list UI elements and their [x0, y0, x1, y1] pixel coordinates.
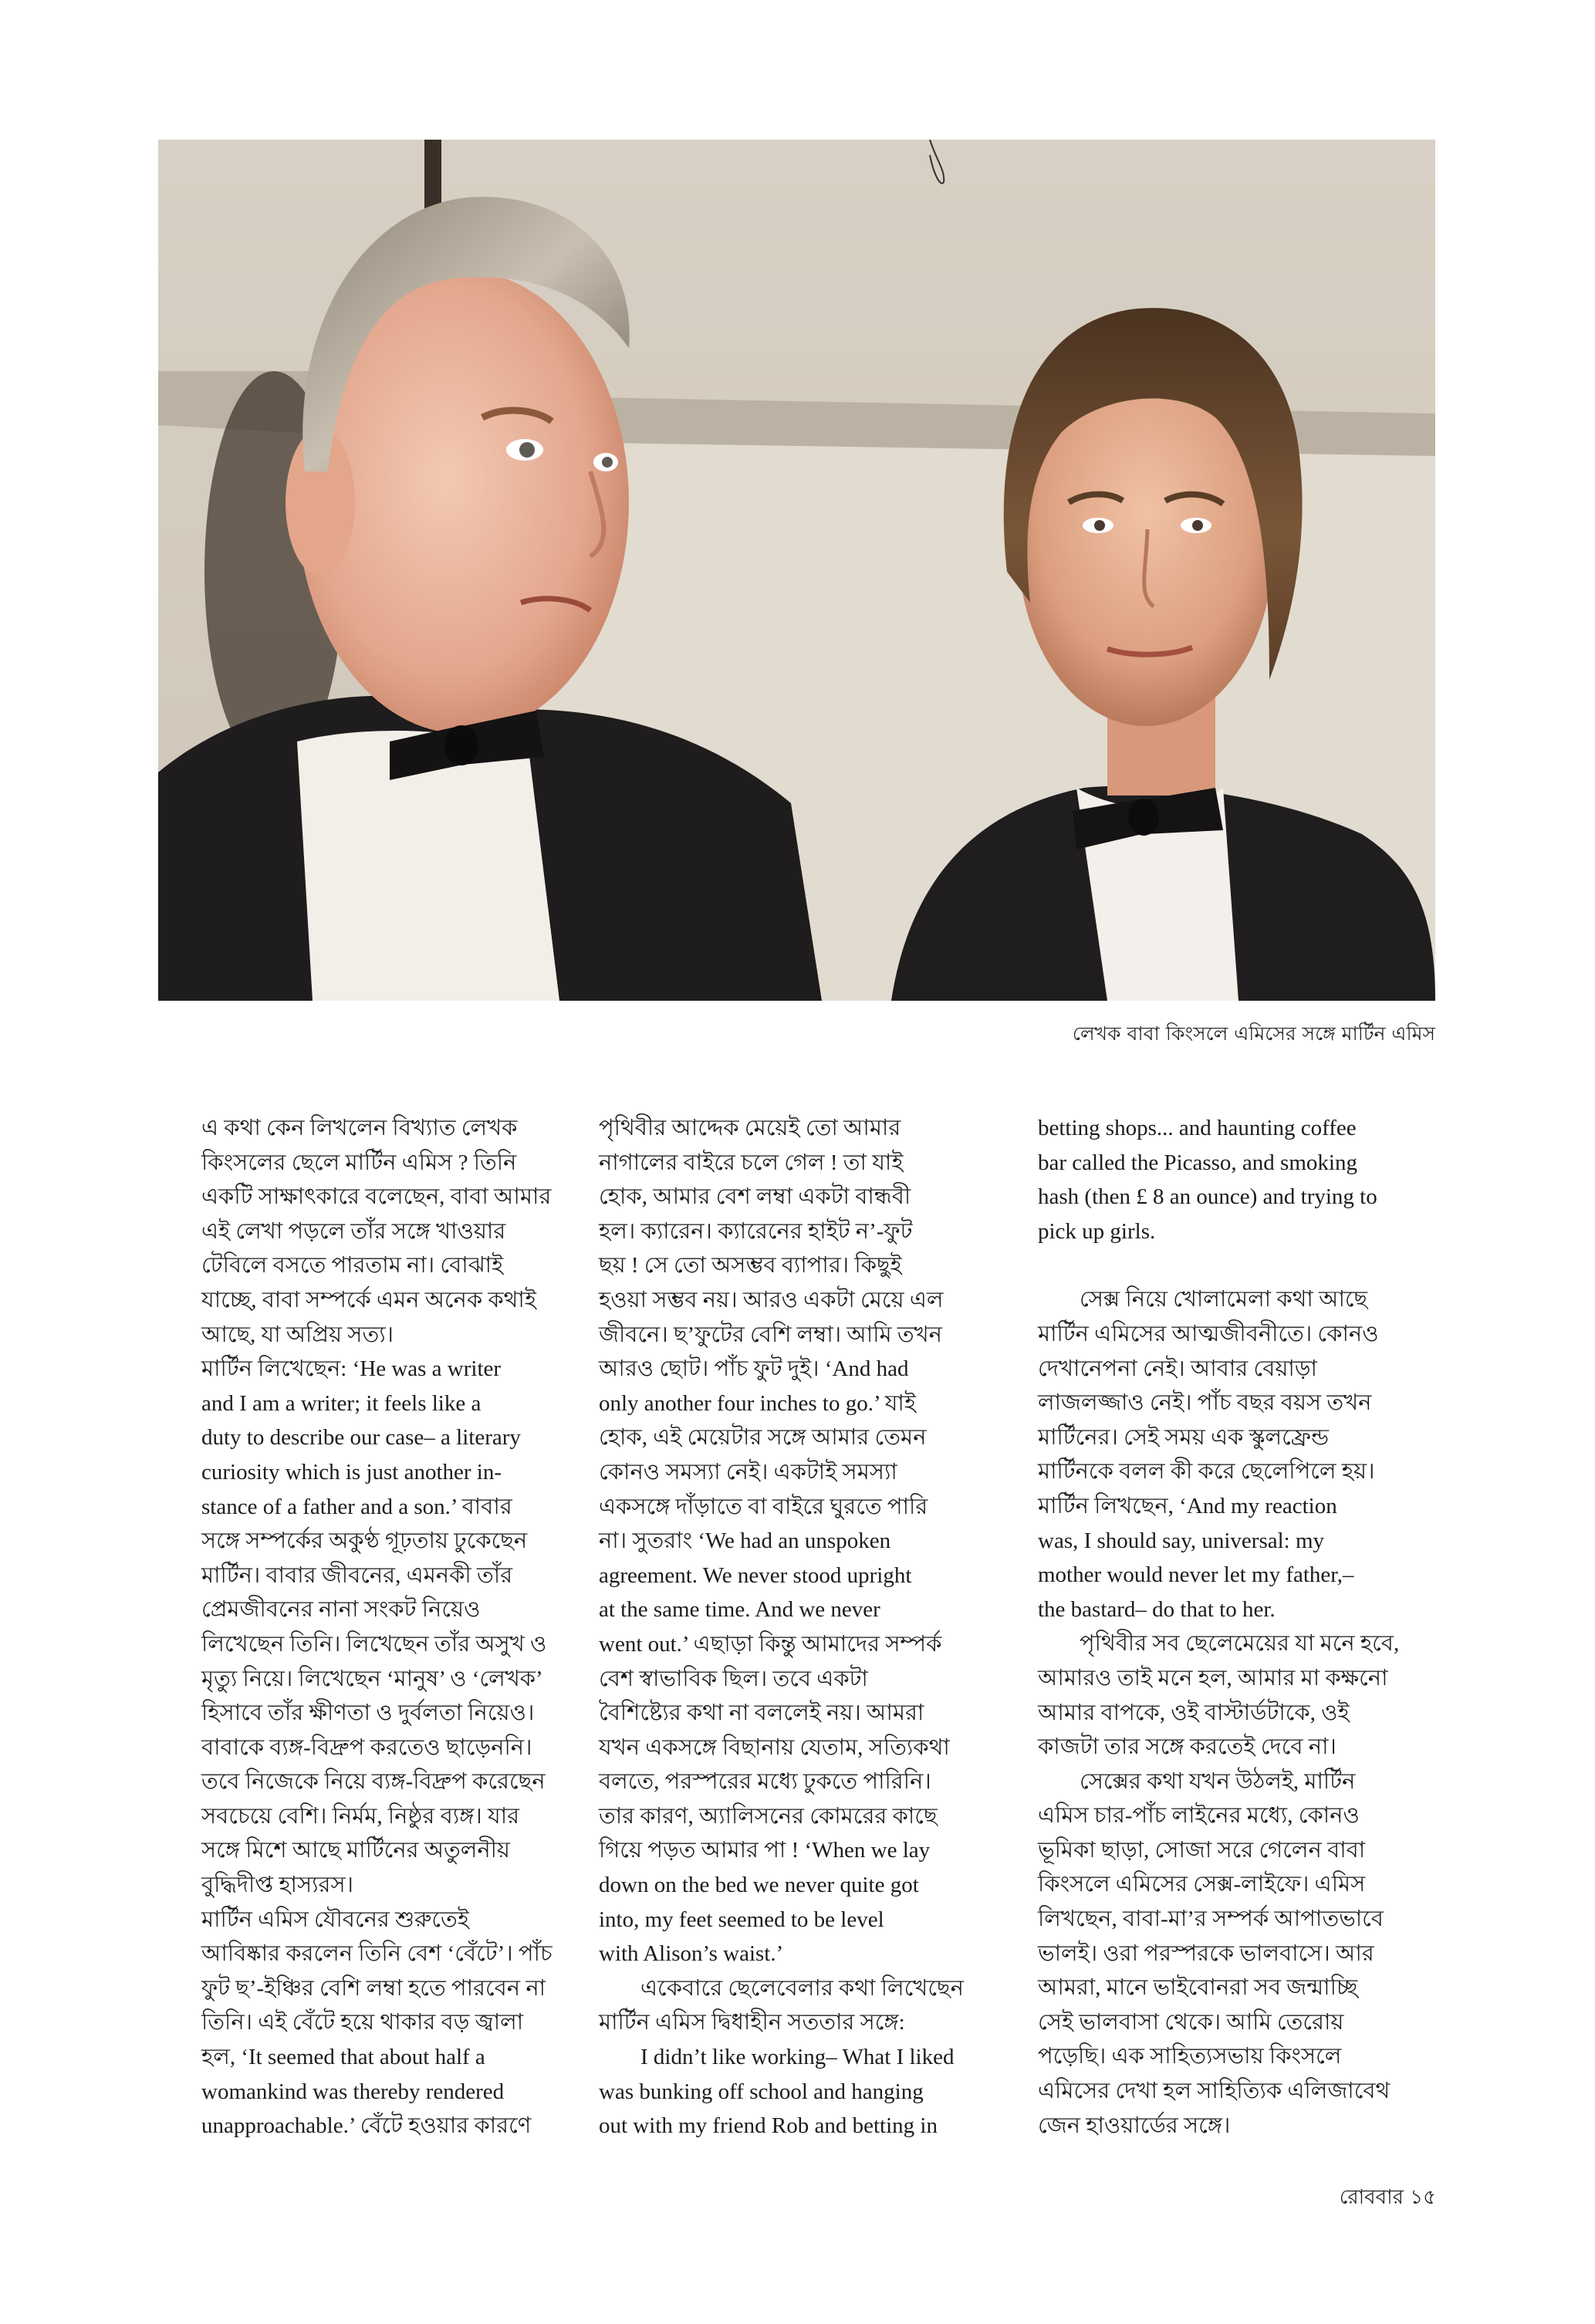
- paragraph: [1038, 1765, 1439, 2143]
- text-line: এমিস চার-পাঁচ লাইনের মধ্যে, কোনও: [1038, 1803, 1360, 1829]
- text-line: দেখানেপনা নেই। আবার বেয়াড়া: [1038, 1356, 1317, 1381]
- page-number: ১৫: [1410, 2186, 1436, 2209]
- text-line: only another four inches to go.’ যাই: [599, 1390, 916, 1416]
- text-line: একসঙ্গে দাঁড়াতে বা বাইরে ঘুরতে পারি: [599, 1494, 928, 1519]
- paragraph: [1038, 1282, 1439, 1626]
- text-line: লিখছেন, বাবা-মা’র সম্পর্ক আপাতভাবে: [1038, 1907, 1384, 1932]
- article-column-3: [1038, 1111, 1439, 2143]
- text-line: আমার বাপকে, ওই বাস্টার্ডটাকে, ওই: [1038, 1700, 1350, 1725]
- text-line: হওয়া সম্ভব নয়। আরও একটা মেয়ে এল: [599, 1287, 944, 1312]
- text-line: আরও ছোট। পাঁচ ফুট দুই। ‘And had: [599, 1356, 909, 1382]
- text-line: আমরা, মানে ভাইবোনরা সব জন্মাচ্ছি: [1038, 1975, 1358, 2001]
- text-line: নাগালের বাইরে চলে গেল ! তা যাই: [599, 1150, 904, 1175]
- text-line: down on the bed we never quite got: [599, 1873, 919, 1898]
- paragraph: [160, 1352, 561, 1903]
- text-line: তার কারণ, অ্যালিসনের কোমরের কাছে: [599, 1803, 938, 1829]
- text-line: pick up girls.: [1038, 1218, 1156, 1244]
- text-line: into, my feet seemed to be level: [599, 1907, 884, 1932]
- text-line: একটি সাক্ষাৎকারে বলেছেন, বাবা আমার: [201, 1184, 552, 1210]
- text-line: লিখেছেন তিনি। লিখেছেন তাঁর অসুখ ও: [201, 1631, 547, 1657]
- page-folio: [1340, 2181, 1436, 2215]
- text-line: কাজটা তার সঙ্গে করতেই দেবে না।: [1038, 1735, 1336, 1760]
- text-line: unapproachable.’ বেঁটে হওয়ার কারণে: [201, 2113, 532, 2139]
- quote-paragraph: [599, 2040, 1000, 2143]
- text-line: at the same time. And we never: [599, 1597, 880, 1623]
- paragraph: [599, 1971, 1000, 2040]
- text-line: ভূমিকা ছাড়া, সোজা সরে গেলেন বাবা: [1038, 1837, 1366, 1863]
- text-line: হোক, আমার বেশ লম্বা একটা বান্ধবী: [599, 1184, 911, 1210]
- text-line: মার্টিন এমিস দ্বিধাহীন সততার সঙ্গে:: [599, 2010, 905, 2035]
- text-line: জীবনে। ছ’ফুটের বেশি লম্বা। আমি তখন: [599, 1322, 942, 1347]
- section-name: রোববার: [1339, 2186, 1404, 2209]
- paragraph: [160, 1903, 561, 2143]
- text-line: I didn’t like working– What I liked: [640, 2045, 955, 2070]
- text-line: পৃথিবীর সব ছেলেমেয়ের যা মনে হবে,: [1080, 1631, 1400, 1657]
- text-line: লাজলজ্জাও নেই। পাঁচ বছর বয়স তখন: [1038, 1390, 1372, 1416]
- text-line: hash (then £ 8 an ounce) and trying to: [1038, 1184, 1377, 1210]
- text-line: ভালই। ওরা পরস্পরকে ভালবাসে। আর: [1038, 1941, 1374, 1966]
- text-line: আমারও তাই মনে হল, আমার মা কক্ষনো: [1038, 1665, 1388, 1691]
- paragraph: [160, 1111, 561, 1352]
- text-line: হিসাবে তাঁর ক্ষীণতা ও দুর্বলতা নিয়েও।: [201, 1701, 535, 1726]
- text-line: out with my friend Rob and betting in: [599, 2113, 938, 2139]
- text-line: mother would never let my father,–: [1038, 1562, 1354, 1588]
- article-column-1: [160, 1111, 561, 2143]
- text-line: যাচ্ছে, বাবা সম্পর্কে এমন অনেক কথাই: [201, 1287, 536, 1312]
- text-line: সঙ্গে মিশে আছে মার্টিনের অতুলনীয়: [201, 1838, 511, 1863]
- text-line: duty to describe our case– a literary: [201, 1425, 521, 1451]
- text-line: সঙ্গে সম্পর্কের অকুণ্ঠ গূঢ়তায় ঢুকেছেন: [201, 1529, 528, 1554]
- text-line: with Alison’s waist.’: [599, 1941, 784, 1967]
- article-column-2: [599, 1111, 1000, 2143]
- text-line: সেই ভালবাসা থেকে। আমি তেরোয়: [1038, 2009, 1344, 2035]
- text-line: হল, ‘It seemed that about half a: [201, 2045, 485, 2070]
- text-line: বলতে, পরস্পরের মধ্যে ঢুকতে পারিনি।: [599, 1769, 931, 1795]
- text-line: তবে নিজেকে নিয়ে ব্যঙ্গ-বিদ্রুপ করেছেন: [201, 1769, 546, 1795]
- text-line: একেবারে ছেলেবেলার কথা লিখেছেন: [640, 1975, 964, 2001]
- text-line: বৈশিষ্ট্যের কথা না বললেই নয়। আমরা: [599, 1701, 924, 1726]
- text-line: ছয় ! সে তো অসম্ভব ব্যাপার। কিছুই: [599, 1253, 902, 1279]
- text-line: went out.’ এছাড়া কিন্তু আমাদের সম্পর্ক: [599, 1631, 942, 1657]
- text-line: agreement. We never stood upright: [599, 1562, 912, 1588]
- text-line: যখন একসঙ্গে বিছানায় যেতাম, সত্যিকথা: [599, 1735, 950, 1760]
- text-line: মার্টিন লিখেছেন: ‘He was a writer: [201, 1356, 502, 1382]
- text-line: হল। ক্যারেন। ক্যারেনের হাইট ন’-ফুট: [599, 1218, 913, 1244]
- text-line: বেশ স্বাভাবিক ছিল। তবে একটা: [599, 1666, 868, 1691]
- text-line: সেক্স নিয়ে খোলামেলা কথা আছে: [1080, 1287, 1368, 1312]
- text-line: হোক, এই মেয়েটার সঙ্গে আমার তেমন: [599, 1425, 927, 1451]
- text-line: কিংসলের ছেলে মার্টিন এমিস ? তিনি: [201, 1150, 517, 1175]
- text-line: and I am a writer; it feels like a: [201, 1390, 482, 1416]
- text-line: কিংসলে এমিসের সেক্স-লাইফে। এমিস: [1038, 1872, 1366, 1897]
- text-line: না। সুতরাং ‘We had an unspoken: [599, 1529, 891, 1554]
- text-line: সেক্সের কথা যখন উঠলই, মার্টিন: [1080, 1768, 1356, 1794]
- text-line: মার্টিনের। সেই সময় এক স্কুলফ্রেন্ড: [1038, 1424, 1330, 1450]
- text-line: এ কথা কেন লিখলেন বিখ্যাত লেখক: [201, 1116, 518, 1140]
- text-line: জেন হাওয়ার্ডের সঙ্গে।: [1038, 2113, 1231, 2138]
- text-line: বাবাকে ব্যঙ্গ-বিদ্রুপ করতেও ছাড়েননি।: [201, 1735, 532, 1760]
- text-line: was bunking off school and hanging: [599, 2079, 924, 2104]
- text-line: এমিসের দেখা হল সাহিত্যিক এলিজাবেথ: [1038, 2079, 1391, 2104]
- text-line: মার্টিন লিখছেন, ‘And my reaction: [1038, 1493, 1337, 1518]
- text-line: পৃথিবীর আদ্দেক মেয়েই তো আমার: [599, 1116, 901, 1140]
- text-line: curiosity which is just another in-: [201, 1459, 502, 1485]
- text-line: ফুট ছ’-ইঞ্চির বেশি লম্বা হতে পারবেন না: [201, 1975, 546, 2001]
- article-photo: [158, 140, 1435, 1001]
- text-line: womankind was thereby rendered: [201, 2079, 505, 2104]
- text-line: আছে, যা অপ্রিয় সত্য।: [201, 1322, 394, 1347]
- text-line: সবচেয়ে বেশি। নির্মম, নিষ্ঠুর ব্যঙ্গ। যার: [201, 1803, 520, 1829]
- photo-illustration: [158, 140, 1435, 1001]
- text-line: পড়েছি। এক সাহিত্যসভায় কিংসলে: [1038, 2044, 1342, 2069]
- quote-paragraph: [1038, 1111, 1439, 1248]
- text-line: বুদ্ধিদীপ্ত হাস্যরস।: [201, 1873, 354, 1898]
- text-line: was, I should say, universal: my: [1038, 1528, 1325, 1553]
- text-line: গিয়ে পড়ত আমার পা ! ‘When we lay: [599, 1838, 931, 1863]
- text-line: টেবিলে বসতে পারতাম না। বোঝাই: [201, 1253, 504, 1279]
- text-line: মার্টিন। বাবার জীবনের, এমনকী তাঁর: [201, 1562, 513, 1588]
- text-line: betting shops... and haunting coffee: [1038, 1116, 1357, 1140]
- text-line: the bastard– do that to her.: [1038, 1596, 1276, 1622]
- text-line: bar called the Picasso, and smoking: [1038, 1150, 1357, 1175]
- text-line: প্রেমজীবনের নানা সংকট নিয়েও: [201, 1597, 481, 1623]
- text-line: এই লেখা পড়লে তাঁর সঙ্গে খাওয়ার: [201, 1218, 506, 1244]
- text-line: আবিষ্কার করলেন তিনি বেশ ‘বেঁটে’। পাঁচ: [201, 1941, 553, 1967]
- text-line: কোনও সমস্যা নেই। একটাই সমস্যা: [599, 1459, 897, 1485]
- text-line: মার্টিনকে বলল কী করে ছেলেপিলে হয়।: [1038, 1459, 1375, 1485]
- paragraph: [1038, 1626, 1439, 1764]
- photo-caption: লেখক বাবা কিংসলে এমিসের সঙ্গে মার্টিন এমিস: [1072, 1022, 1435, 1045]
- text-line: stance of a father and a son.’ বাবার: [201, 1494, 512, 1519]
- paragraph: [599, 1111, 1000, 1971]
- text-line: মৃত্যু নিয়ে। লিখেছেন ‘মানুষ’ ও ‘লেখক’: [201, 1666, 543, 1691]
- text-line: মার্টিন এমিসের আত্মজীবনীতে। কোনও: [1038, 1321, 1379, 1346]
- text-line: তিনি। এই বেঁটে হয়ে থাকার বড় জ্বালা: [201, 2010, 524, 2035]
- text-line: মার্টিন এমিস যৌবনের শুরুতেই: [201, 1907, 469, 1932]
